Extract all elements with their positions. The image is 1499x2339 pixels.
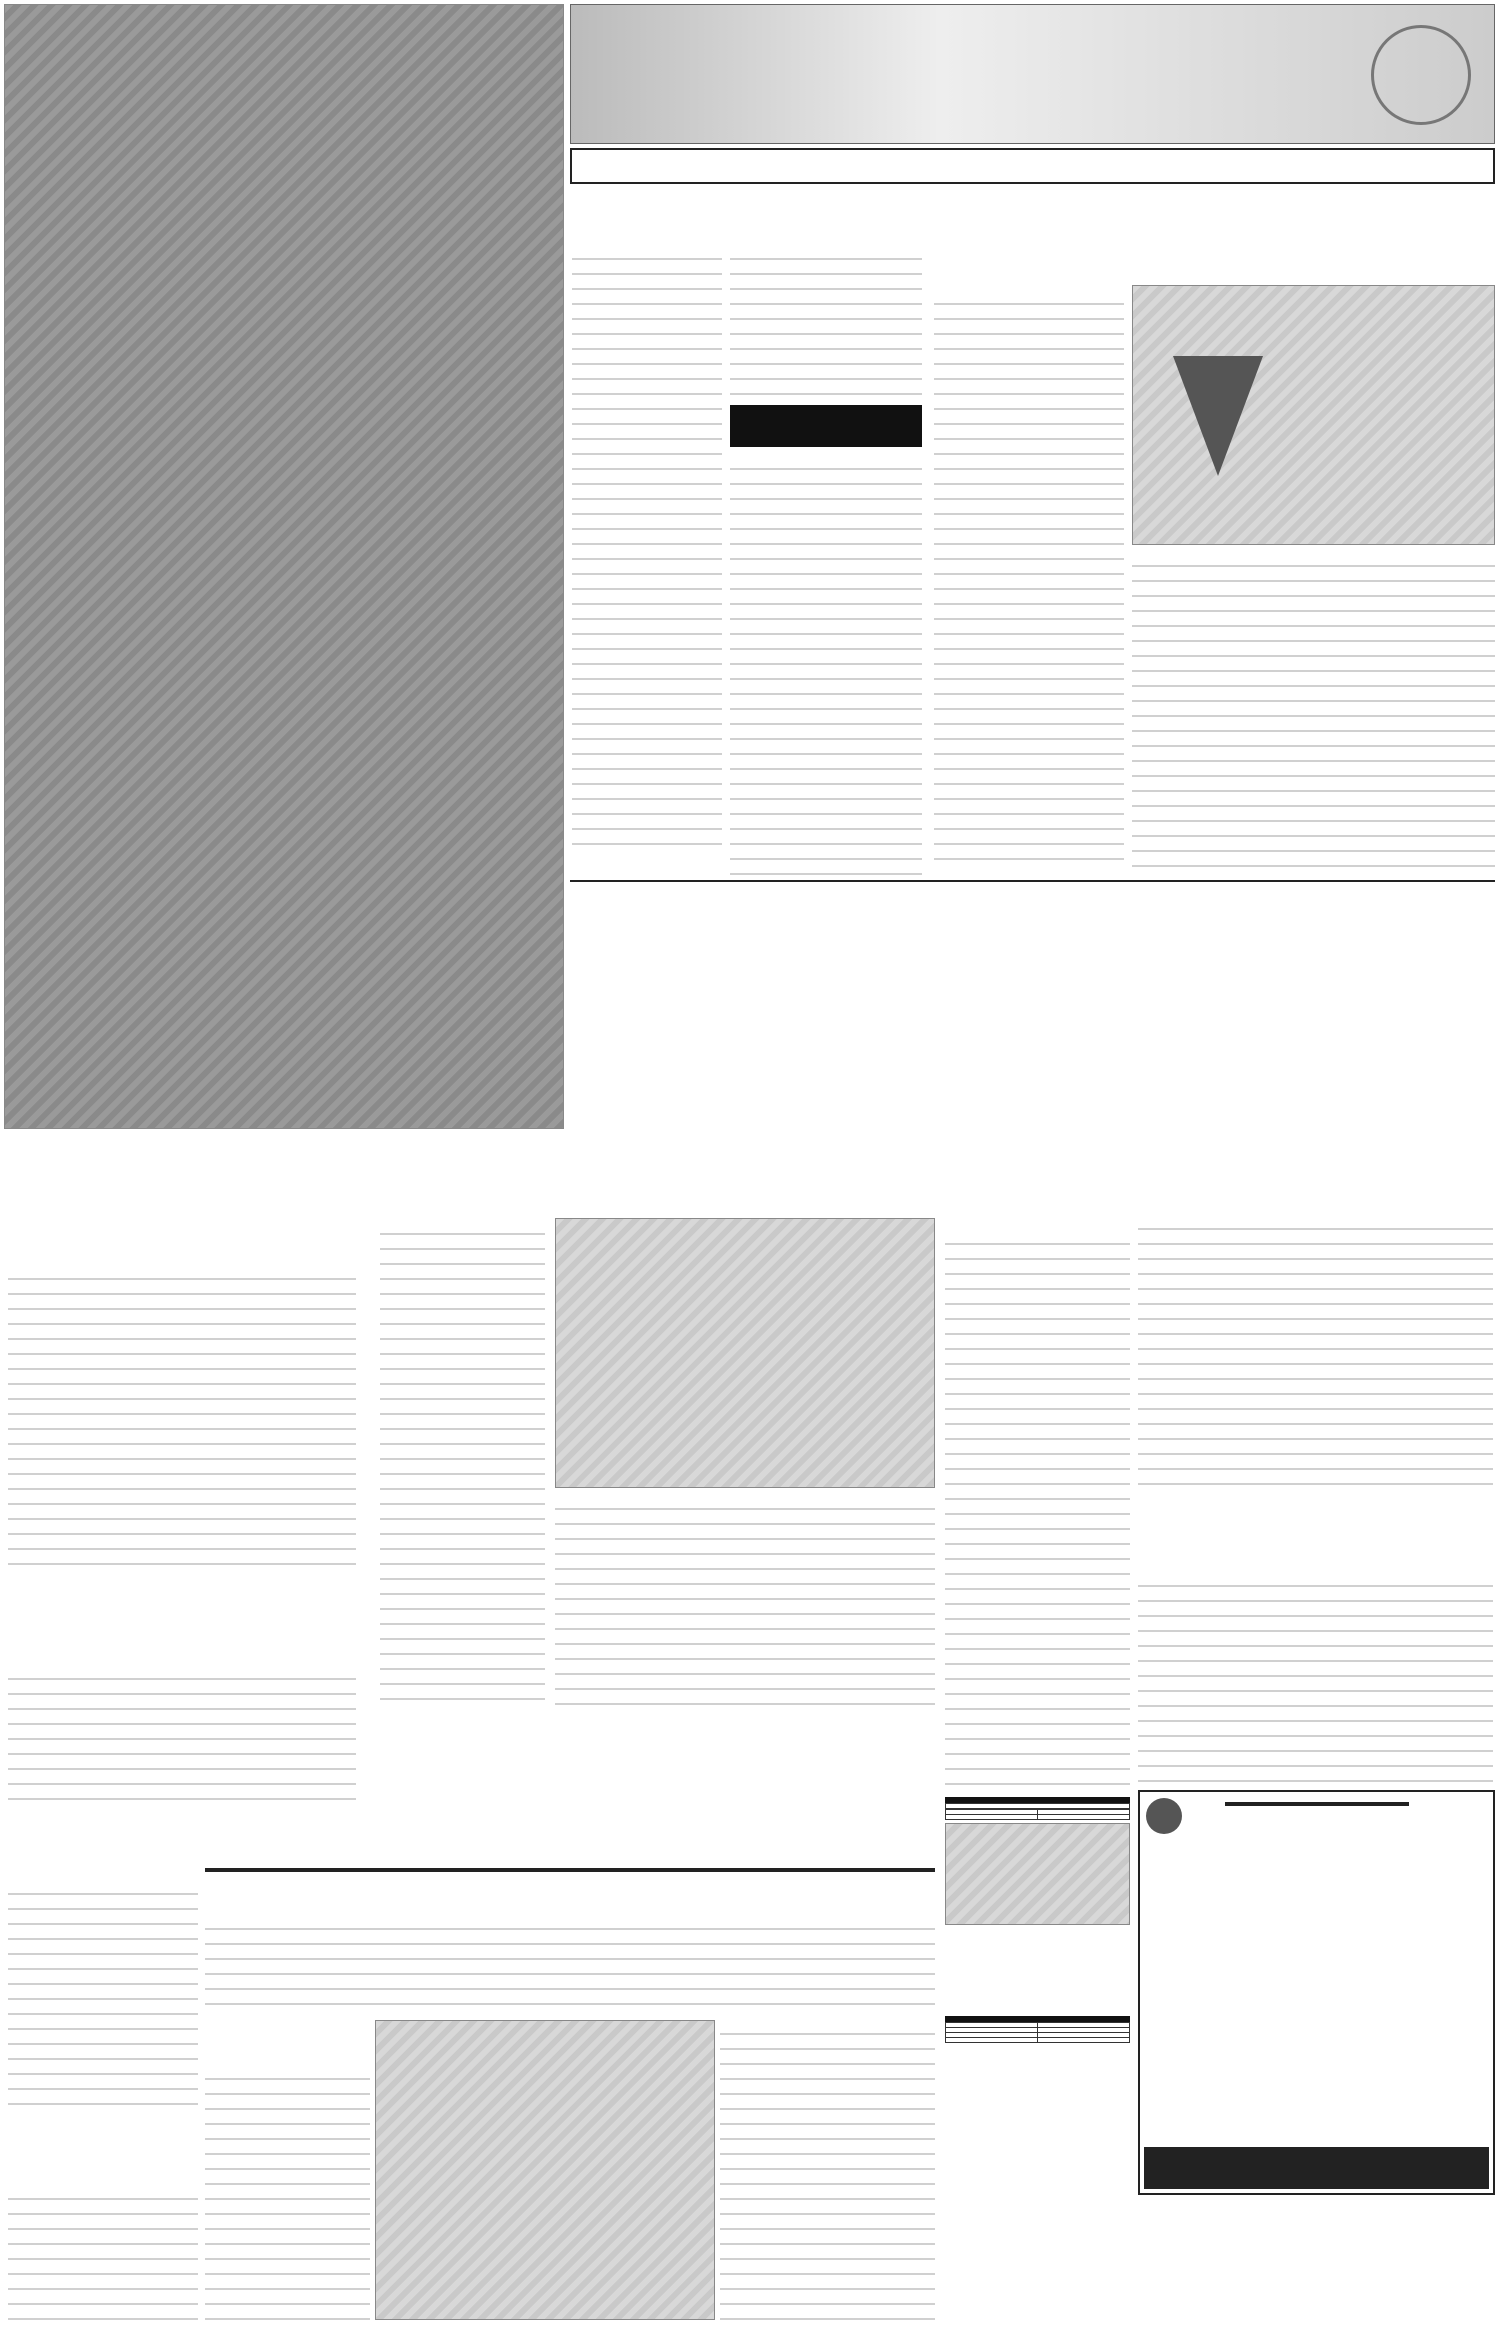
hansel-photo: [555, 1218, 935, 1488]
globe-icon: [1371, 25, 1471, 125]
bsnl-logo: [1146, 1798, 1182, 1834]
aamir-body-3: [720, 2020, 935, 2325]
bsnl-notice-title: [1225, 1802, 1409, 1806]
down-arrow-icon: [1173, 356, 1263, 476]
putin-bike-photo: [4, 4, 564, 1129]
bsnl-ad: [1138, 1790, 1495, 2195]
aamir-sachin-photo: [375, 2020, 715, 2320]
fx-rate-box: [945, 2016, 1130, 2043]
tcs-body: [572, 245, 722, 845]
gold-rate-box: [945, 1797, 1130, 1925]
naveen-body: [8, 1665, 356, 1805]
bsnl-3g-banner: [1144, 2147, 1489, 2189]
hansel-body-2: [555, 1495, 935, 1705]
aamir-body-2: [205, 2065, 370, 2325]
aamir-body: [205, 1915, 935, 2015]
tcs-body-2: [730, 245, 922, 430]
jewellery-photo: [945, 1823, 1130, 1925]
table-row: [946, 1815, 1130, 1820]
divider: [570, 880, 1495, 882]
inflation-body: [934, 290, 1124, 870]
tcs-body-3: [730, 455, 922, 875]
satyam-body: [8, 1880, 198, 2110]
hansel-body: [380, 1220, 545, 1700]
dharmaghat-loss-body: [945, 1230, 1130, 1790]
nasscom-subhead: [730, 405, 922, 447]
masthead-banner: [570, 4, 1495, 144]
gold-rate-table: [945, 1809, 1130, 1820]
inflation-body-2: [1132, 552, 1495, 872]
mittal-body: [8, 2185, 198, 2325]
table-row: [946, 2038, 1130, 2043]
ibcs-body: [1138, 1215, 1493, 1485]
fx-rate-table: [945, 2022, 1130, 2043]
iisbm-body: [8, 1265, 356, 1575]
epfo-body: [1138, 1572, 1493, 1782]
masthead-date: [570, 148, 1495, 184]
aamir-subhead: [205, 1868, 935, 1872]
inflation-photo: [1132, 285, 1495, 545]
